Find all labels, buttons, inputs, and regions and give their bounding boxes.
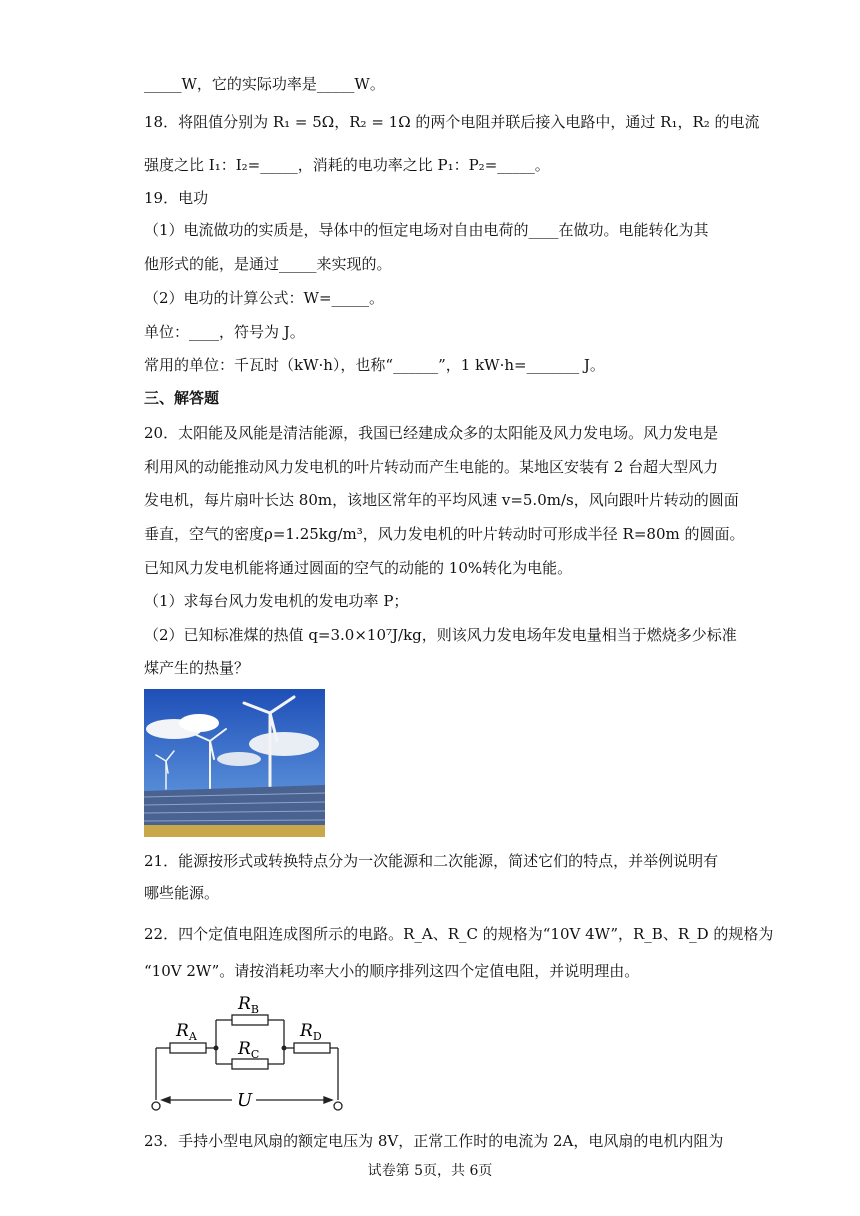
q18-line2: 强度之比 I₁：I₂=_____，消耗的电功率之比 P₁：P₂=_____。 xyxy=(144,156,550,174)
label-rd: $R_D$ xyxy=(300,1021,322,1043)
q20-line4: 垂直，空气的密度ρ=1.25kg/m³，风力发电机的叶片转动时可形成半径 R=80m 的圆面。 xyxy=(144,525,745,543)
q20-part2-line2: 煤产生的热量？ xyxy=(144,659,250,677)
q23-line1: 23．手持小型电风扇的额定电压为 8V，正常工作时的电流为 2A，电风扇的电机内阻为 xyxy=(144,1132,724,1150)
q22-line1: 22．四个定值电阻连成图所示的电路。R_A、R_C 的规格为“10V 4W”，R_B、R_D 的规格为 xyxy=(144,925,774,943)
q18-line1: 18．将阻值分别为 R₁ = 5Ω，R₂ = 1Ω 的两个电阻并联后接入电路中，通过 R₁，R₂ 的电流 xyxy=(144,113,760,131)
label-rb: $R_B$ xyxy=(238,996,259,1016)
q22-line2: “10V 2W”。请按消耗功率大小的顺序排列这四个定值电阻，并说明理由。 xyxy=(144,962,640,980)
q20-line3: 发电机，每片扇叶长达 80m，该地区常年的平均风速 v=5.0m/s，风向跟叶片转动的圆面 xyxy=(144,491,739,509)
resistor-circuit-diagram xyxy=(148,996,348,1116)
q19-p1-line1: （1）电流做功的实质是，导体中的恒定电场对自由电荷的____在做功。电能转化为其 xyxy=(144,221,709,239)
wind-solar-photo xyxy=(144,689,325,837)
q20-line1: 20．太阳能及风能是清洁能源，我国已经建成众多的太阳能及风力发电场。风力发电是 xyxy=(144,424,719,442)
page-footer: 试卷第 5页，共 6页 xyxy=(367,1163,493,1179)
q19-title: 19．电功 xyxy=(144,189,209,207)
label-u: U xyxy=(237,1090,253,1111)
section-heading: 三、解答题 xyxy=(144,389,220,407)
q20-part1: （1）求每台风力发电机的发电功率 P； xyxy=(144,592,409,610)
q19-unit: 单位：____，符号为 J。 xyxy=(144,323,305,341)
q21-line1: 21．能源按形式或转换特点分为一次能源和二次能源，简述它们的特点，并举例说明有 xyxy=(144,852,719,870)
q20-line2: 利用风的动能推动风力发电机的叶片转动而产生电能的。某地区安装有 2 台超大型风力 xyxy=(144,458,719,476)
q20-part2-line1: （2）已知标准煤的热值 q=3.0×10⁷J/kg，则该风力发电场年发电量相当于燃烧多少标准 xyxy=(144,626,737,644)
label-rc: $R_C$ xyxy=(238,1039,260,1061)
q21-line2: 哪些能源。 xyxy=(144,884,220,902)
q19-p1-line2: 他形式的能，是通过_____来实现的。 xyxy=(144,255,392,273)
q19-p2: （2）电功的计算公式：W=_____。 xyxy=(144,289,385,307)
label-ra: $R_A$ xyxy=(176,1021,197,1043)
q17-tail: _____W，它的实际功率是_____W。 xyxy=(144,75,385,93)
q20-line5: 已知风力发电机能将通过圆面的空气的动能的 10%转化为电能。 xyxy=(144,559,573,577)
q19-common-unit: 常用的单位：千瓦时（kW·h），也称“______”，1 kW·h=_______ J。 xyxy=(144,356,605,374)
